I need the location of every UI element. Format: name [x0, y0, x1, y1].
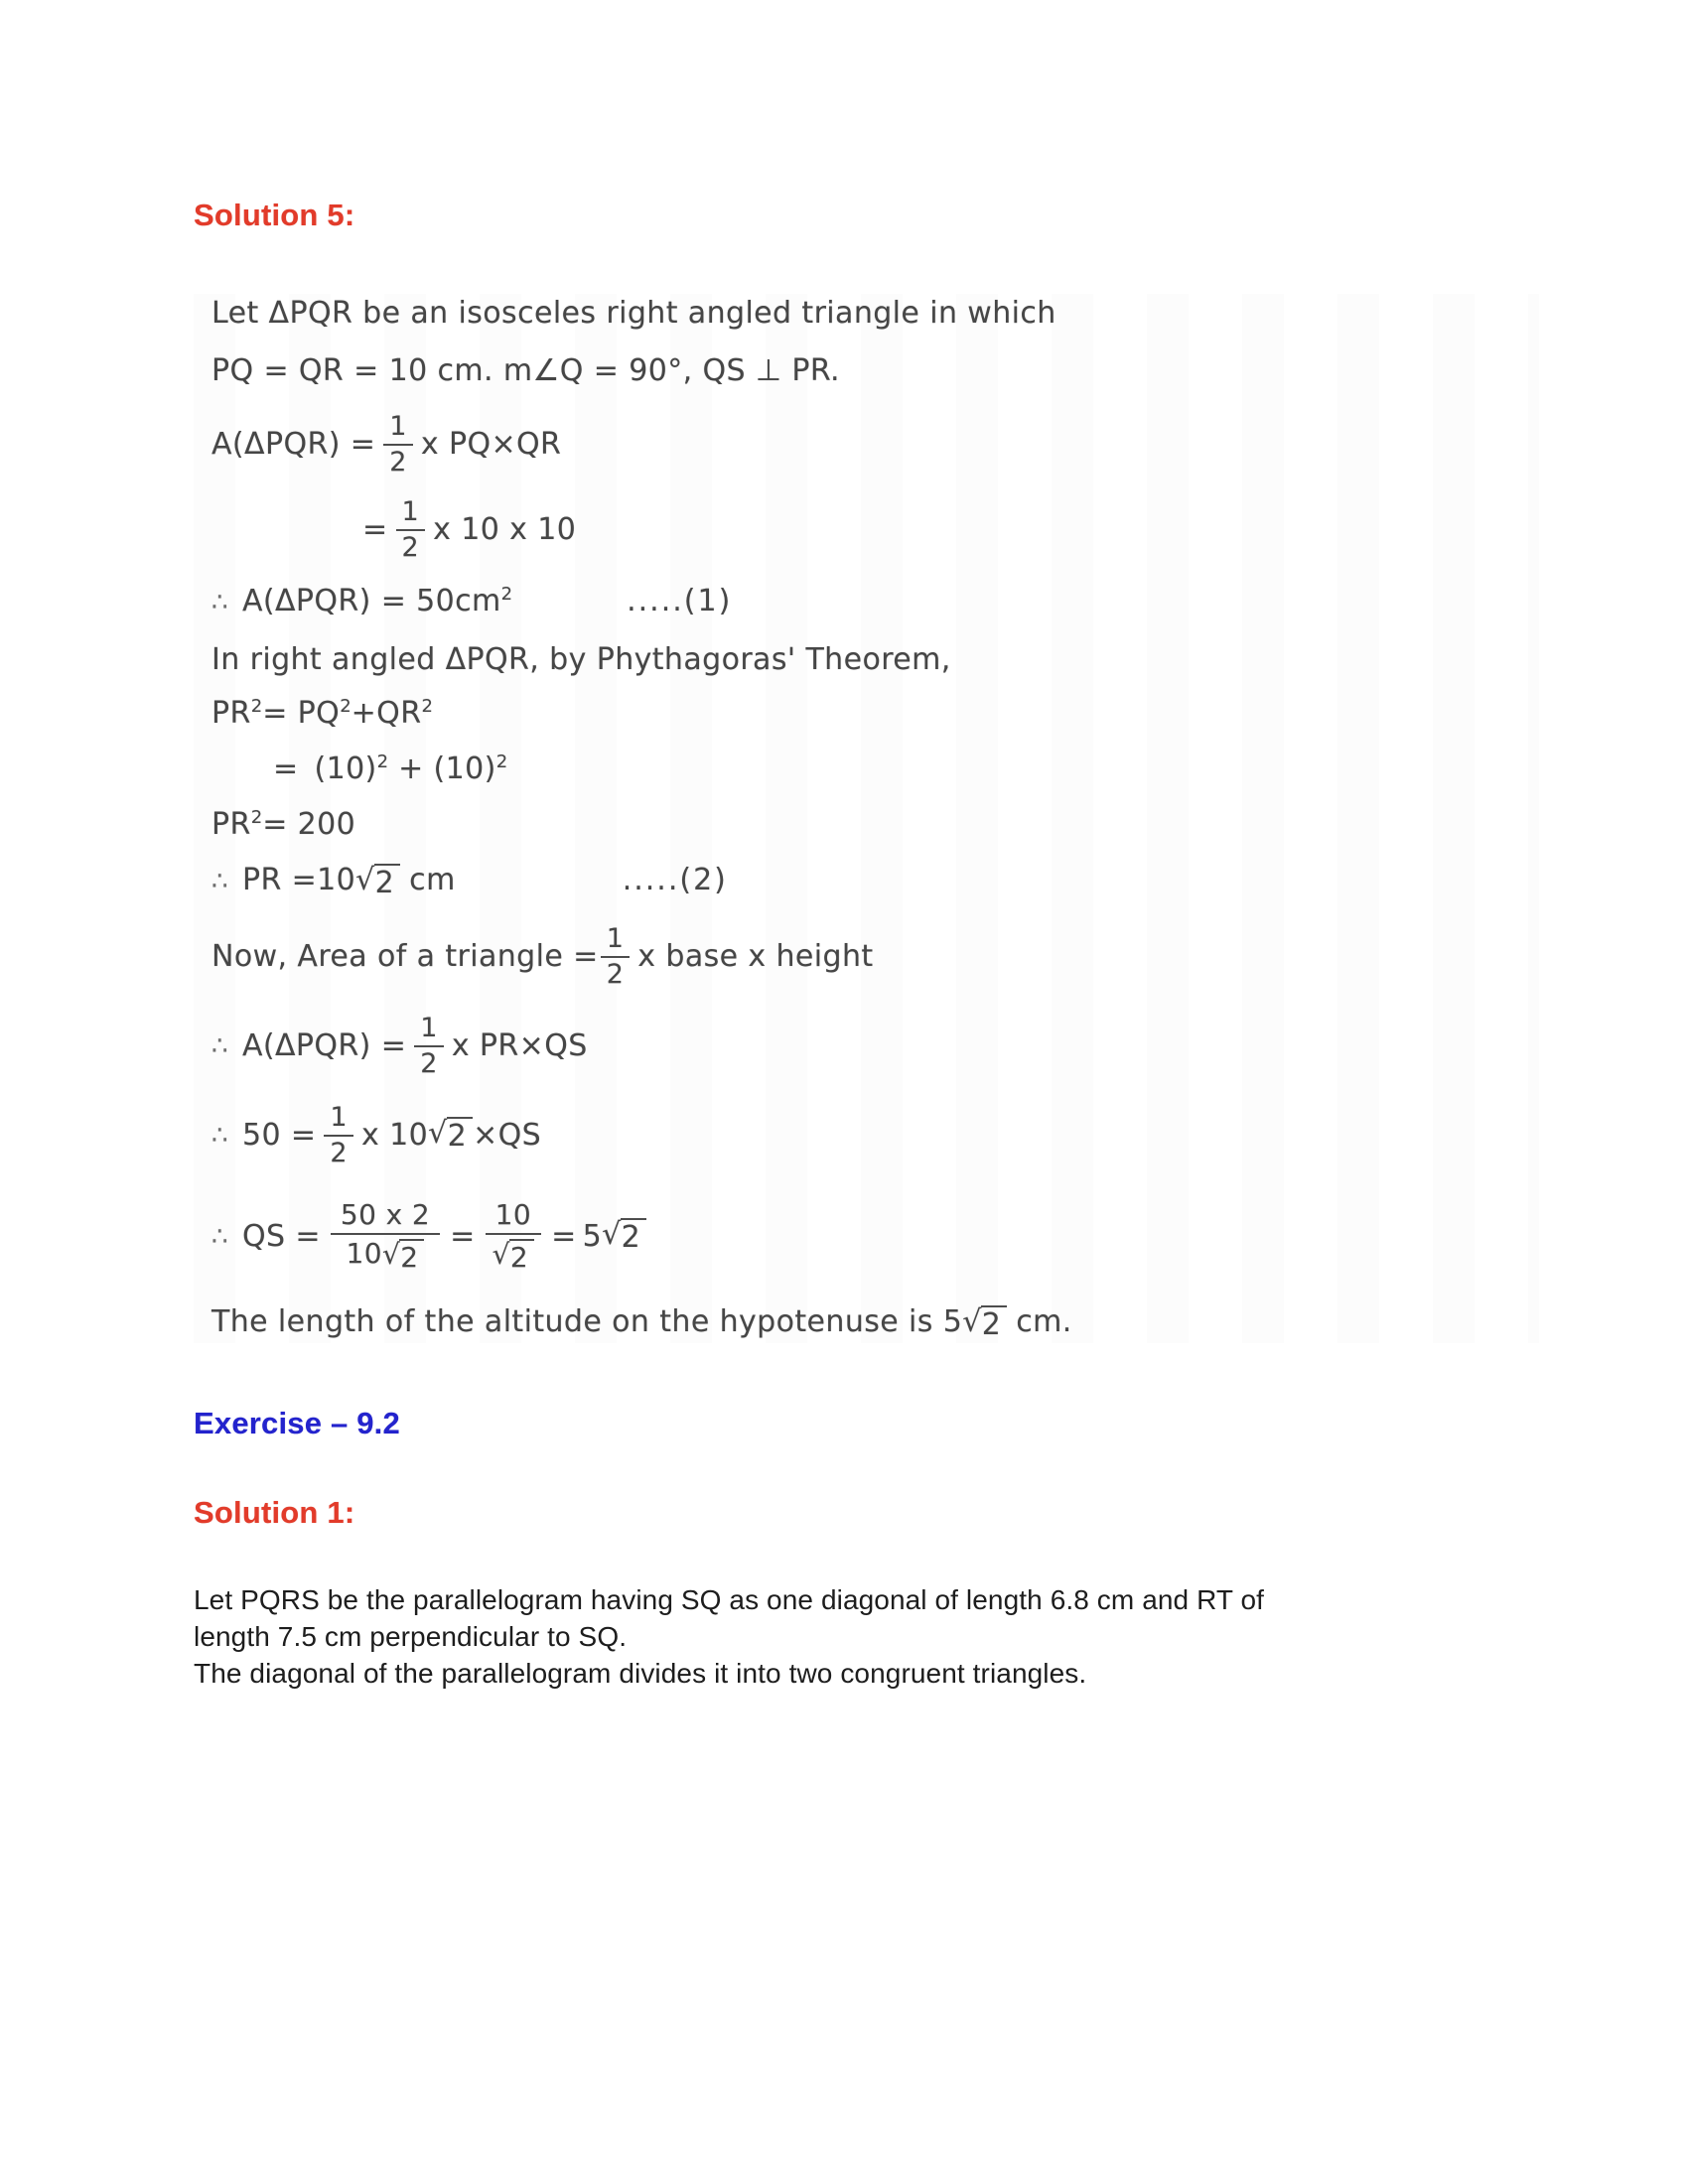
fraction-one-half: $\frac{1}{2}$ — [324, 1104, 353, 1168]
area-equation-1 — [211, 405, 1539, 484]
equation-lhs: QS = — [241, 1219, 321, 1254]
term: (10) — [314, 751, 377, 786]
therefore-symbol: ∴ — [211, 1121, 228, 1151]
pythagoras-intro-line: In right angled ΔPQR, by Phythagoras' Theorem, — [211, 642, 951, 677]
pr-value-equation — [211, 805, 1539, 845]
superscript-2: 2 — [495, 751, 508, 772]
sqrt-sign: √ 2 — [602, 1218, 646, 1256]
pr-substitution-equation — [211, 750, 1539, 789]
sqrt-sign: √ 2 — [355, 864, 400, 901]
area-apply-equation — [211, 1007, 1539, 1086]
term: PR — [211, 696, 251, 731]
equation-ref-1: .....(1) — [627, 584, 733, 618]
sqrt-sign: √ 2 — [382, 1239, 424, 1274]
superscript-2: 2 — [250, 807, 263, 828]
equals-sign: = — [450, 1219, 476, 1254]
equation-ref-2: .....(2) — [622, 863, 728, 897]
therefore-symbol: ∴ — [211, 588, 228, 617]
unit-label: cm. — [1016, 1304, 1072, 1339]
solution1-heading: Solution 1: — [194, 1494, 355, 1530]
fraction-one-half: $\frac{1}{2}$ — [383, 413, 413, 478]
equation-rhs: x PR×QS — [451, 1028, 588, 1063]
superscript-2: 2 — [340, 696, 352, 717]
pr-root-line — [211, 861, 1539, 901]
unit-label: cm — [409, 863, 456, 897]
fraction-one-half: $\frac{1}{2}$ — [396, 498, 426, 563]
fraction-50x2-over-10root2: 50 x 2 10 √ 2 — [331, 1200, 440, 1275]
superscript-2: 2 — [250, 696, 263, 717]
therefore-symbol: ∴ — [211, 1222, 228, 1252]
equation-rhs: x 10 x 10 — [433, 512, 577, 547]
superscript-2: 2 — [421, 696, 433, 717]
term: +QR — [351, 696, 422, 731]
term: PR — [211, 807, 251, 842]
paragraph-line-2: length 7.5 cm perpendicular to SQ. — [194, 1620, 628, 1652]
fifty-equation — [211, 1096, 1539, 1175]
exercise-9-2-heading: Exercise – 9.2 — [194, 1405, 400, 1440]
term: (10) — [433, 751, 496, 786]
equation-lhs: A(ΔPQR) = — [211, 427, 376, 462]
superscript-2: 2 — [500, 584, 513, 605]
pr-squared-equation — [211, 694, 1539, 734]
fraction-one-half: $\frac{1}{2}$ — [601, 925, 631, 990]
solution5-heading: Solution 5: — [194, 198, 355, 232]
term: = 200 — [262, 807, 356, 842]
plus-sign: + — [398, 751, 424, 786]
result-body: A(ΔPQR) = 50cm — [241, 584, 501, 618]
equation-rhs: ×QS — [473, 1118, 542, 1153]
formula-pre: Now, Area of a triangle = — [211, 939, 599, 974]
conclusion-text: The length of the altitude on the hypotenuse is 5 — [211, 1304, 963, 1339]
equation-rhs: x 10 — [361, 1118, 429, 1153]
conclusion-line — [211, 1302, 1539, 1343]
intro-line-2: PQ = QR = 10 cm. m∠Q = 90°, QS ⊥ PR. — [211, 353, 840, 388]
solution5-worked-math — [194, 294, 1539, 1343]
sqrt-sign: √ 2 — [428, 1117, 473, 1155]
qs-equation — [211, 1185, 1539, 1289]
den-coefficient: 10 — [346, 1237, 382, 1271]
equation-rhs: x PQ×QR — [420, 427, 562, 462]
therefore-symbol: ∴ — [211, 1031, 228, 1061]
formula-post: x base x height — [637, 939, 874, 974]
fraction-one-half: $\frac{1}{2}$ — [414, 1015, 444, 1079]
fraction-10-over-root2: 10 √ 2 — [486, 1200, 541, 1275]
equals-sign: = — [273, 751, 299, 786]
sqrt-sign: √ 2 — [492, 1239, 534, 1274]
sqrt-sign: √ 2 — [962, 1305, 1007, 1343]
area-result-line — [211, 582, 1539, 622]
equals-sign: = — [362, 512, 388, 547]
intro-line-1: Let ΔPQR be an isosceles right angled triangle in which — [211, 296, 1056, 331]
paragraph-line-1: Let PQRS be the parallelogram having SQ as one diagonal of length 6.8 cm and RT of — [194, 1583, 1265, 1615]
area-equation-2 — [211, 490, 1539, 570]
term: = PQ — [262, 696, 341, 731]
equals-sign: = — [551, 1219, 577, 1254]
solution1-paragraph — [194, 1581, 1539, 1692]
superscript-2: 2 — [376, 751, 389, 772]
triangle-area-formula-line — [211, 917, 1539, 997]
equation-lhs: A(ΔPQR) = — [241, 1028, 407, 1063]
paragraph-line-3: The diagonal of the parallelogram divides it into two congruent triangles. — [194, 1657, 1087, 1689]
result-body: PR =10 — [241, 863, 356, 897]
result-coefficient: 5 — [582, 1219, 603, 1254]
therefore-symbol: ∴ — [211, 867, 228, 896]
equation-lhs: 50 = — [241, 1118, 317, 1153]
